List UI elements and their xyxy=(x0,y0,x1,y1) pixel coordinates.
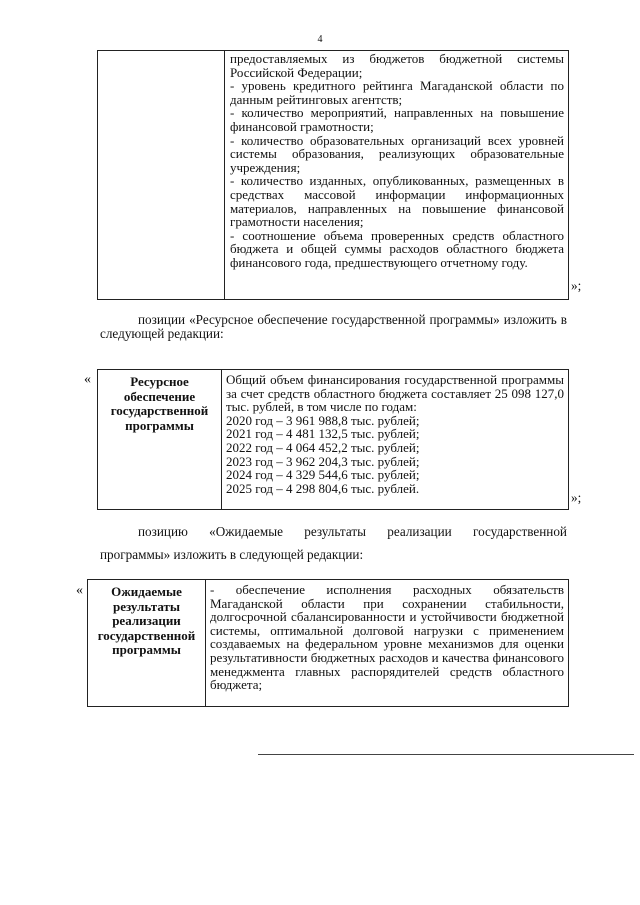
indicators-table xyxy=(97,50,569,300)
page-number: 4 xyxy=(317,34,323,45)
closing-quote: »; xyxy=(571,278,582,293)
results-table-heading-cell xyxy=(88,580,206,706)
year-line: 2021 год – 4 481 132,5 тыс. рублей; xyxy=(226,426,420,442)
resource-table xyxy=(97,369,569,510)
year-line: 2022 год – 4 064 452,2 тыс. рублей; xyxy=(226,439,420,455)
indicator-item: предоставляемых из бюджетов бюджетной системы Российской Федерации; xyxy=(230,51,564,80)
results-heading: Ожидаемые результаты реализации государственной программы xyxy=(97,584,196,657)
resource-intro: Общий объем финансирования государственной программы за счет средств областного бюджета составляет 25 098 127,0 тыс. рублей, в том числе по годам: xyxy=(226,372,564,415)
indicators-table-left-cell xyxy=(98,51,225,299)
indicator-item: - соотношение объема проверенных средств областного бюджета и общей суммы расходов областного бюджета финансового года, предшествующего отчетному году. xyxy=(230,227,564,270)
instruction-paragraph: позиции «Ресурсное обеспечение государственной программы» изложить в следующей редакции: xyxy=(100,312,567,341)
separator-line xyxy=(258,754,634,755)
opening-quote: « xyxy=(84,372,91,387)
indicator-item: - количество образовательных организаций всех уровней системы образования, реализующих образовательные учреждения; xyxy=(230,132,564,175)
resource-table-heading-cell xyxy=(98,370,222,509)
resource-table-content-cell xyxy=(222,370,568,509)
resource-heading: Ресурсное обеспечение государственной программы xyxy=(110,374,209,433)
results-table xyxy=(87,579,569,707)
indicator-item: - количество изданных, опубликованных, размещенных в средствах массовой информации информационных материалов, направленных на повышение финансовой грамотности населения; xyxy=(230,173,564,230)
indicator-item: - количество мероприятий, направленных на повышение финансовой грамотности; xyxy=(230,105,564,134)
indicators-table-right-cell xyxy=(225,51,568,299)
closing-quote: »; xyxy=(571,490,582,505)
opening-quote: « xyxy=(76,583,83,598)
year-line: 2025 год – 4 298 804,6 тыс. рублей. xyxy=(226,480,420,496)
results-table-content-cell xyxy=(206,580,568,706)
results-text: - обеспечение исполнения расходных обязательств Магаданской области при сохранении стабильности, долгосрочной сбалансированности и устойчивости бюджетной системы, оптимальной долговой нагрузки с применением создаваемых на федеральном уровне механизмов для оценки результативности бюджетных расходов и качества финансового менеджмента главных распорядителей средств областного бюджета; xyxy=(210,582,564,693)
year-line: 2023 год – 3 962 204,3 тыс. рублей; xyxy=(226,453,420,469)
instruction-paragraph: позицию «Ожидаемые результаты реализации государственной программы» изложить в следующей редакции: xyxy=(100,524,567,562)
year-line: 2020 год – 3 961 988,8 тыс. рублей; xyxy=(226,412,420,428)
indicator-item: - уровень кредитного рейтинга Магаданской области по данным рейтинговых агентств; xyxy=(230,78,564,107)
year-line: 2024 год – 4 329 544,6 тыс. рублей; xyxy=(226,467,420,483)
